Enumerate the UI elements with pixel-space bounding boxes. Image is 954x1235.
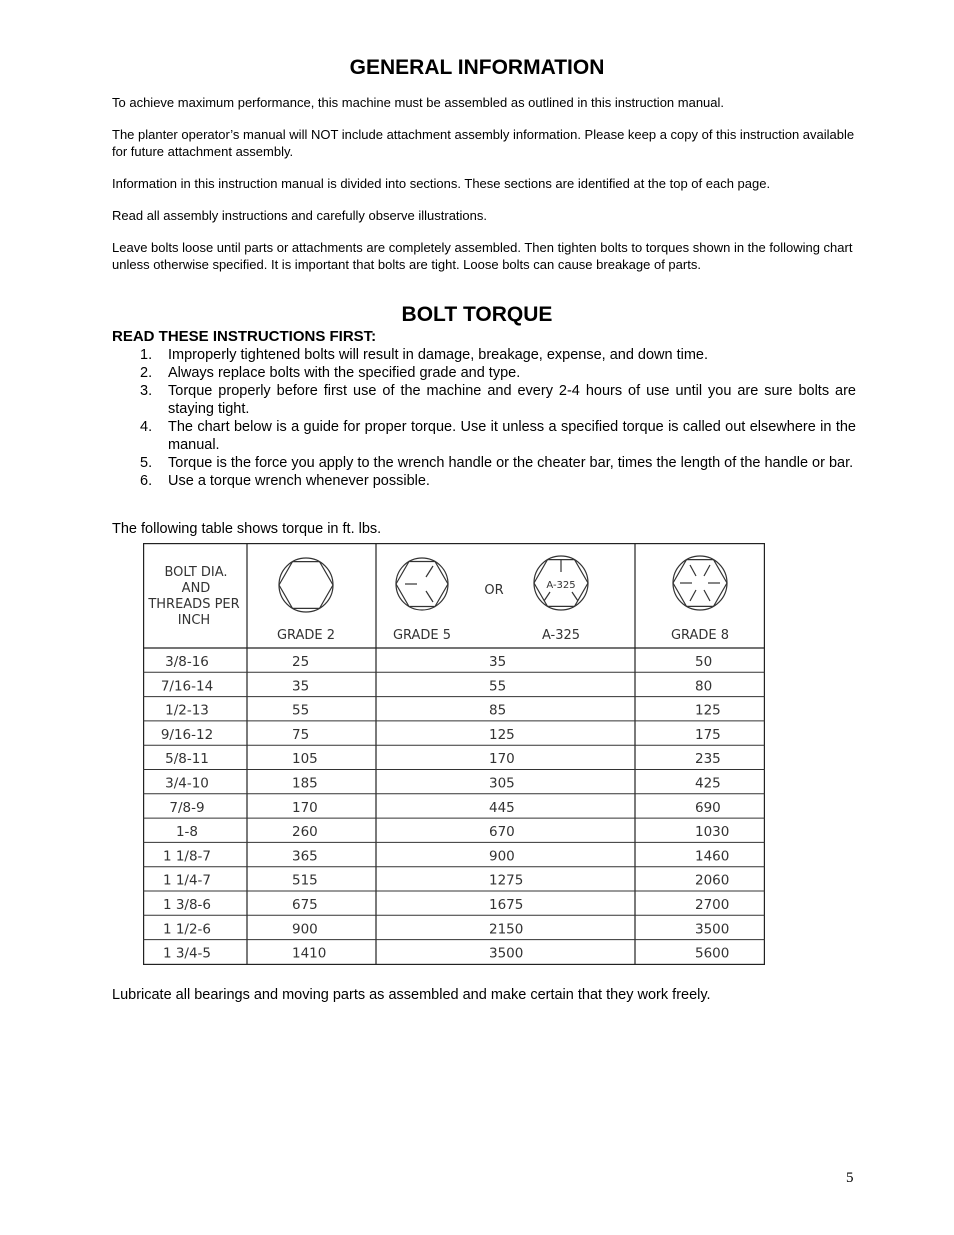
grade-5-torque-cell: 305 <box>489 775 515 792</box>
grade-2-torque-cell: 1410 <box>292 945 327 962</box>
bolt-size-cell: 1 3/4-5 <box>162 945 212 962</box>
grade-2-torque-cell: 105 <box>292 751 318 768</box>
grade-8-torque-cell: 50 <box>695 654 713 670</box>
grade-2-torque-cell: 900 <box>292 921 318 938</box>
table-row <box>143 873 765 891</box>
table-row <box>163 946 729 962</box>
grade-5-torque-cell: 900 <box>489 848 515 865</box>
table-row <box>143 921 765 939</box>
grade-2-torque-cell: 170 <box>292 799 318 816</box>
table-row <box>143 703 765 721</box>
bolt-size-cell: 9/16-12 <box>160 726 214 743</box>
header-grade-5: GRADE 5 <box>392 628 452 643</box>
instruction-text: Torque properly before first use of the machine and every 2-4 hours of use until you are sure bolts are staying tight. <box>168 383 856 417</box>
grade-8-torque-cell: 175 <box>695 726 721 743</box>
table-caption: The following table shows torque in ft. lbs. <box>112 521 382 537</box>
grade-8-torque-cell: 235 <box>695 751 721 768</box>
instruction-text: The chart below is a guide for proper torque. Use it unless a specified torque is called out elsewhere in the manual. <box>168 419 856 453</box>
grade-8-torque-cell: 1030 <box>695 824 730 841</box>
a325-head-marking: A-325 <box>546 580 576 591</box>
bolt-size-cell: 7/16-14 <box>160 678 214 695</box>
table-row <box>143 897 765 915</box>
bolt-size-cell: 5/8-11 <box>165 751 209 768</box>
instruction-item <box>112 346 856 364</box>
instruction-text: Use a torque wrench whenever possible. <box>168 473 430 489</box>
grade-5-bolt-head-icon <box>396 558 448 610</box>
instruction-item <box>112 454 856 472</box>
grade-5-torque-cell: 670 <box>489 824 515 841</box>
grade-2-torque-cell: 75 <box>292 726 310 743</box>
bolt-torque-chart <box>143 543 765 965</box>
closing-note: Lubricate all bearings and moving parts as assembled and make certain that they work freely. <box>112 987 711 1003</box>
instruction-number: 4. <box>140 419 153 435</box>
bolt-size-cell: 3/4-10 <box>165 775 209 792</box>
grade-5-torque-cell: 2150 <box>489 921 524 938</box>
grade-2-torque-cell: 675 <box>292 897 318 913</box>
instruction-item <box>112 382 856 418</box>
general-paragraph-3: Information in this instruction manual is divided into sections. These sections are identified at the top of each page. <box>112 176 771 191</box>
instruction-number: 6. <box>140 473 153 489</box>
instruction-item <box>112 472 856 490</box>
grade-8-torque-cell: 80 <box>695 678 713 695</box>
header-col1-line3: THREADS PER <box>148 597 240 612</box>
bolt-size-cell: 7/8-9 <box>169 799 205 816</box>
grade-5-torque-cell: 125 <box>489 726 515 743</box>
grade-5-torque-cell: 445 <box>489 799 515 816</box>
table-row <box>143 654 765 672</box>
bolt-torque-title: BOLT TORQUE <box>401 303 553 326</box>
bolt-size-cell: 1-8 <box>175 824 199 841</box>
grade-2-bolt-head-icon <box>279 558 333 612</box>
grade-8-torque-cell: 3500 <box>695 921 730 938</box>
general-paragraph-5: Leave bolts loose until parts or attachments are completely assembled. Then tighten bolts to torques shown in the following chart unless otherwise specified. It is important that bolts are tight. Loose bolts can cause breakage of parts. <box>112 240 853 272</box>
grade-5-torque-cell: 1675 <box>489 897 524 913</box>
header-grade-8: GRADE 8 <box>670 628 730 643</box>
bolt-size-cell: 1 1/2-6 <box>162 921 212 938</box>
instruction-text: Torque is the force you apply to the wrench handle or the cheater bar, times the length of the handle or bar. <box>168 455 854 471</box>
table-row <box>143 800 765 818</box>
grade-2-torque-cell: 185 <box>292 775 318 792</box>
general-paragraph-4: Read all assembly instructions and carefully observe illustrations. <box>112 208 488 223</box>
grade-2-torque-cell: 515 <box>292 872 318 889</box>
instruction-list <box>112 346 856 490</box>
header-col1-line4: INCH <box>177 613 211 628</box>
instruction-item <box>112 418 856 454</box>
table-row <box>143 824 765 842</box>
grade-5-torque-cell: 1275 <box>489 872 524 889</box>
header-or: OR <box>484 583 504 598</box>
table-body <box>143 654 765 962</box>
instructions-subtitle: READ THESE INSTRUCTIONS FIRST: <box>112 328 377 345</box>
instruction-number: 2. <box>140 365 153 381</box>
general-paragraph-1: To achieve maximum performance, this machine must be assembled as outlined in this instruction manual. <box>112 95 725 110</box>
table-row <box>143 848 765 866</box>
grade-8-torque-cell: 690 <box>695 799 721 816</box>
table-row <box>143 678 765 696</box>
header-a325: A-325 <box>541 628 581 643</box>
grade-8-torque-cell: 1460 <box>695 848 730 865</box>
instruction-number: 1. <box>140 347 153 363</box>
instruction-text: Always replace bolts with the specified grade and type. <box>168 365 521 381</box>
bolt-size-cell: 1 1/8-7 <box>162 848 212 865</box>
grade-5-torque-cell: 170 <box>489 751 515 768</box>
general-information-title: GENERAL INFORMATION <box>349 56 605 79</box>
grade-2-torque-cell: 260 <box>292 824 318 841</box>
grade-5-torque-cell: 55 <box>489 678 507 695</box>
grade-2-torque-cell: 365 <box>292 848 318 865</box>
grade-2-torque-cell: 35 <box>292 678 310 695</box>
grade-5-torque-cell: 3500 <box>489 945 524 962</box>
instruction-number: 5. <box>140 455 153 471</box>
grade-8-torque-cell: 125 <box>695 702 721 719</box>
grade-2-torque-cell: 25 <box>292 654 310 670</box>
grade-8-torque-cell: 2060 <box>695 872 730 889</box>
grade-2-torque-cell: 55 <box>292 702 310 719</box>
instruction-item <box>112 364 856 382</box>
grade-8-torque-cell: 425 <box>695 775 721 792</box>
general-paragraph-2: The planter operator’s manual will NOT include attachment assembly information. Please keep a copy of this instruction available for future attachment assembly. <box>112 127 855 159</box>
instruction-number: 3. <box>140 383 153 399</box>
table-row <box>143 776 765 794</box>
bolt-size-cell: 1 1/4-7 <box>162 872 212 889</box>
grade-8-bolt-head-icon <box>673 556 727 610</box>
header-col1-line1: BOLT DIA. <box>164 565 228 580</box>
grade-8-torque-cell: 2700 <box>695 897 730 913</box>
bolt-size-cell: 1 3/8-6 <box>162 897 212 913</box>
instruction-text: Improperly tightened bolts will result in damage, breakage, expense, and down time. <box>168 347 709 363</box>
grade-8-torque-cell: 5600 <box>695 945 730 962</box>
header-col1-line2: AND <box>181 581 211 596</box>
page-number: 5 <box>846 1170 854 1186</box>
bolt-size-cell: 3/8-16 <box>165 654 209 670</box>
table-row <box>143 751 765 769</box>
header-grade-2: GRADE 2 <box>276 628 336 643</box>
grade-5-torque-cell: 35 <box>489 654 507 670</box>
table-row <box>143 727 765 745</box>
grade-5-torque-cell: 85 <box>489 702 507 719</box>
bolt-size-cell: 1/2-13 <box>165 702 209 719</box>
